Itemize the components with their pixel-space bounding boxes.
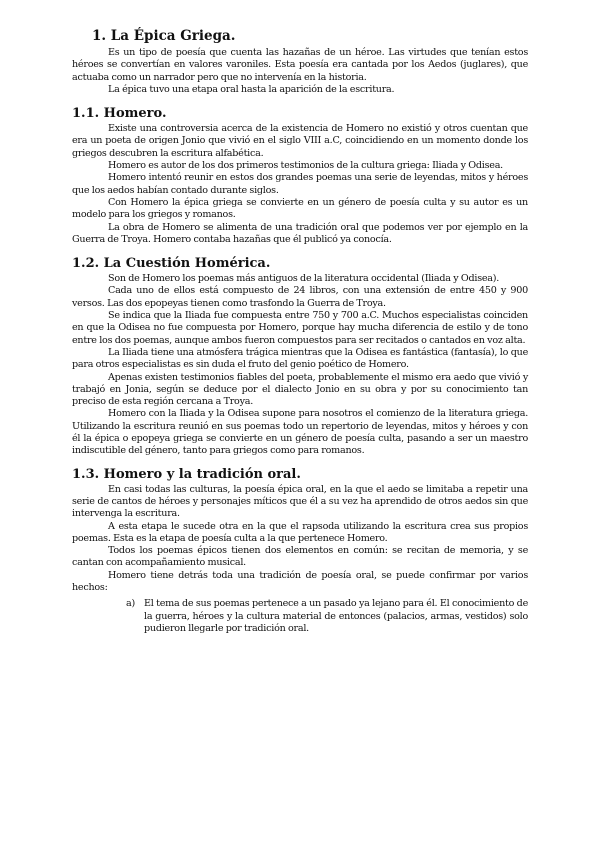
list-item: [126, 598, 528, 635]
paragraph: Apenas existen testimonios fiables del poeta, probablemente el mismo era aedo que vivió y trabajó en Jonia, según se deduce por el dialecto Jonio en su obra y por su conocimiento tan preciso de esta región cercana a Troya.: [72, 371, 528, 408]
section-title-epica-griega: 1. La Épica Griega.: [92, 28, 236, 44]
paragraph: Cada uno de ellos está compuesto de 24 libros, con una extensión de entre 450 y 900 versos. Las dos epopeyas tienen como trasfondo la Guerra de Troya.: [72, 285, 528, 309]
paragraph: A esta etapa le sucede otra en la que el rapsoda utilizando la escritura crea sus propios poemas. Esta es la etapa de poesía culta a la que pertenece Homero.: [72, 520, 528, 544]
paragraph: Existe una controversia acerca de la existencia de Homero no existió y otros cuentan que era un poeta de origen Jonio que vivió en el siglo VIII a.C, coincidiendo en un momento donde los griegos descubren la escritura alfabética.: [72, 123, 528, 159]
list-item-text: El tema de sus poemas pertenece a un pasado ya lejano para él. El conocimiento de la guerra, héroes y la cultura material de entonces (palacios, armas, vestidos) solo pudieron llegarle por tradición oral.: [144, 598, 528, 634]
section-gap: [72, 96, 528, 105]
paragraph: Homero intentó reunir en estos dos grandes poemas una serie de leyendas, mitos y héroes que los aedos habían contado durante siglos.: [72, 172, 528, 196]
document-body: [72, 27, 528, 635]
paragraph: Todos los poemas épicos tienen dos elementos en común: se recitan de memoria, y se cantan con acompañamiento musical.: [72, 545, 528, 569]
paragraph: Con Homero la épica griega se convierte en un género de poesía culta y su autor es un modelo para los griegos y romanos.: [72, 196, 528, 221]
facts-list: [72, 598, 528, 635]
section-title-tradicion-oral: 1.3. Homero y la tradición oral.: [72, 466, 301, 482]
list-marker: a): [126, 598, 135, 610]
paragraph: Homero tiene detrás toda una tradición de poesía oral, se puede confirmar por varios hechos:: [72, 569, 528, 593]
section-gap: [72, 458, 528, 466]
section-title-cuestion-homerica: 1.2. La Cuestión Homérica.: [72, 256, 271, 272]
paragraph: Homero con la Iliada y la Odisea supone para nosotros el comienzo de la literatura griega. Utilizando la escritura reunió en sus poemas todo un repertorio de leyendas, mitos y héroes y con él la épica o epopeya griega se convierte en un género de poesía culta, pasando a ser un maestro indiscutible del género, tanto para griegos como para romanos.: [72, 408, 528, 457]
paragraph: Se indica que la Iliada fue compuesta entre 750 y 700 a.C. Muchos especialistas coinciden en que la Odisea no fue compuesta por Homero, porque hay mucha diferencia de estilo y de tono entre los dos poemas, aunque ambos fueron compuestos para ser recitados o cantados en voz alta.: [72, 310, 528, 346]
paragraph: Son de Homero los poemas más antiguos de la literatura occidental (Iliada y Odisea).: [108, 273, 500, 285]
paragraph: Es un tipo de poesía que cuenta las hazañas de un héroe. Las virtudes que tenían estos héroes se convertían en valores varoniles. Esta poesía era cantada por los Aedos (juglares), que actuaba como un narrador pero que no intervenía en la historia.: [72, 47, 528, 83]
paragraph: Homero es autor de los dos primeros testimonios de la cultura griega: Iliada y Odisea.: [108, 160, 503, 172]
section-title-homero: 1.1. Homero.: [72, 106, 167, 122]
paragraph: La Iliada tiene una atmósfera trágica mientras que la Odisea es fantástica (fantasía), lo que para otros especialistas es sin duda el fruto del genio poético de Homero.: [72, 346, 528, 371]
paragraph: En casi todas las culturas, la poesía épica oral, en la que el aedo se limitaba a repetir una serie de cantos de héroes y personajes míticos que él a su vez ha aprendido de otros aedos sin que intervenga la escritura.: [72, 483, 528, 520]
paragraph: La obra de Homero se alimenta de una tradición oral que podemos ver por ejemplo en la Guerra de Troya. Homero contaba hazañas que él publicó ya conocía.: [72, 221, 528, 245]
paragraph: La épica tuvo una etapa oral hasta la aparición de la escritura.: [108, 83, 395, 95]
section-gap: [72, 246, 528, 255]
